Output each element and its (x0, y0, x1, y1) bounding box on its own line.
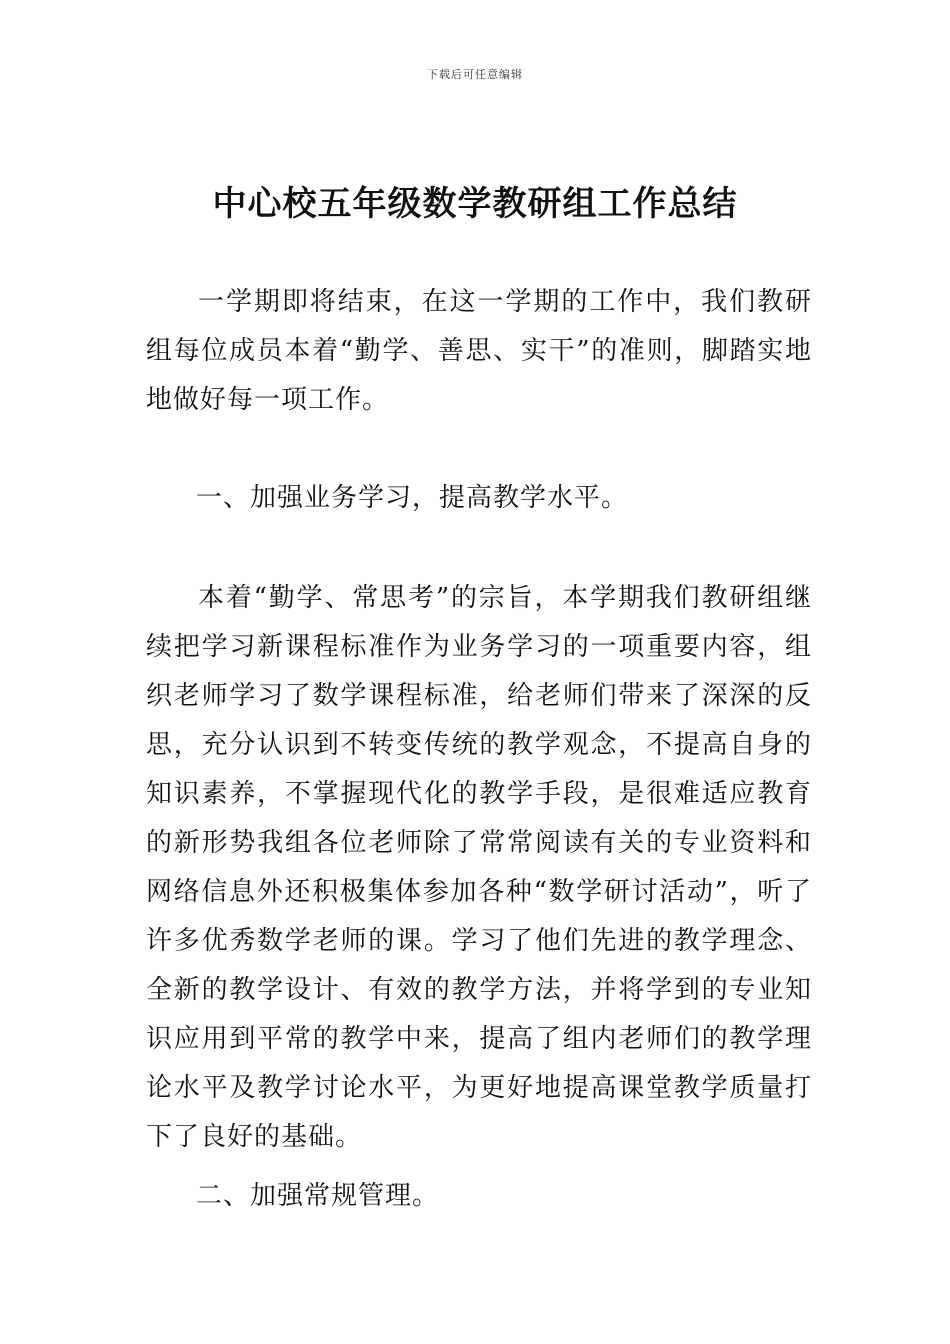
section-2-heading: 二、加强常规管理。 (196, 1181, 440, 1211)
section-1-paragraph: 本着“勤学、常思考”的宗旨，本学期我们教研组继续把学习新课程标准作为业务学习的一项重要内容，组织老师学习了数学课程标准，给老师们带来了深深的反思，充分认识到不转变传统的教学观念，不提高自身的知识素养，不掌握现代化的教学手段，是很难适应教育的新形势我组各位老师除了常常阅读有关的专业资料和网络信息外还积极集体参加各种“数学研讨活动”，听了许多优秀数学老师的课。学习了他们先进的教学理念、全新的教学设计、有效的教学方法，并将学到的专业知识应用到平常的教学中来，提高了组内老师们的教学理论水平及教学讨论水平，为更好地提高课堂教学质量打下了良好的基础。 (146, 583, 812, 1152)
document-title: 中心校五年级数学教研组工作总结 (212, 184, 738, 224)
header-note: 下载后可任意编辑 (427, 68, 523, 81)
section-1-heading: 一、加强业务学习，提高教学水平。 (196, 483, 629, 513)
intro-paragraph: 一学期即将结束，在这一学期的工作中，我们教研组每位成员本着“勤学、善思、实干”的准则，脚踏实地地做好每一项工作。 (146, 287, 812, 415)
